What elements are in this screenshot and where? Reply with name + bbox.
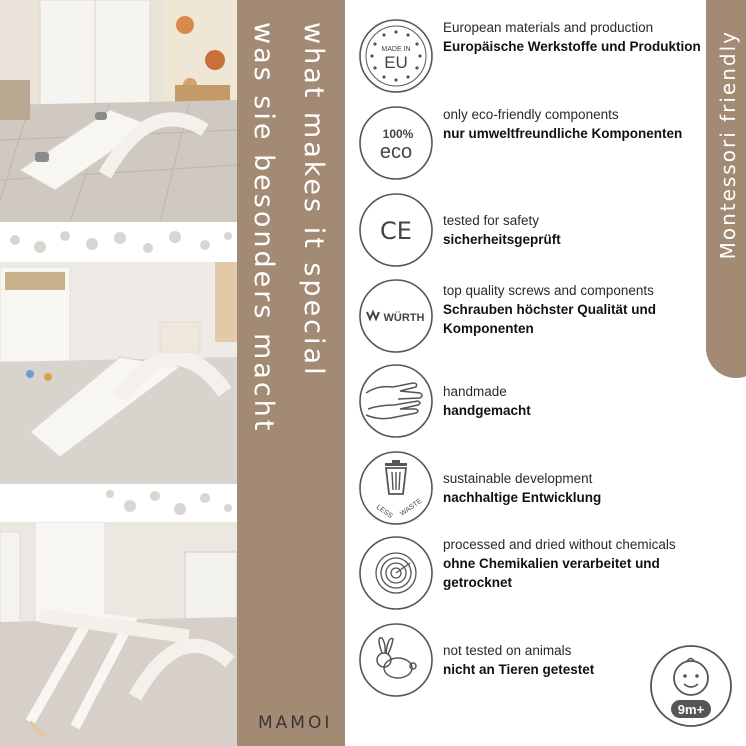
product-photo-3 (0, 522, 237, 746)
svg-text:100%: 100% (382, 127, 414, 141)
feature-safety (358, 192, 698, 270)
age-badge (649, 644, 733, 728)
feature-en: European materials and production (443, 20, 654, 35)
feature-en: tested for safety (443, 213, 540, 228)
feature-de: Europäische Werkstoffe und Produktion (443, 39, 701, 54)
feature-de: handgemacht (443, 403, 531, 418)
wood-log-icon (358, 535, 434, 611)
dots-divider-2 (0, 484, 237, 522)
feature-en: not tested on animals (443, 643, 572, 658)
brand-logo: MAMOI (258, 713, 333, 733)
feature-en: handmade (443, 384, 507, 399)
feature-en: processed and dried without chemicals (443, 537, 676, 552)
feature-en: top quality screws and components (443, 283, 654, 298)
svg-text:WÜRTH: WÜRTH (383, 312, 425, 324)
wurth-logo-icon (358, 278, 434, 354)
headline-english: what makes it special (298, 22, 329, 378)
svg-text:eco: eco (379, 141, 413, 163)
feature-de: nur umweltfreundliche Komponenten (443, 126, 683, 141)
feature-eco (358, 105, 698, 183)
feature-de: Schrauben höchster Qualität und Komponenten (443, 302, 657, 336)
feature-made-in-eu (358, 18, 701, 96)
eco-icon (358, 105, 434, 181)
feature-de: ohne Chemikalien verarbeitet und getrocknet (443, 556, 660, 590)
feature-de: nachhaltige Entwicklung (443, 490, 602, 505)
feature-cruelty-free (358, 622, 698, 700)
feature-en: sustainable development (443, 471, 593, 486)
feature-en: only eco-friendly components (443, 107, 619, 122)
svg-text:WASTE: WASTE (399, 497, 424, 518)
feature-de: nicht an Tieren getestet (443, 662, 595, 677)
dots-divider-1 (0, 222, 237, 262)
svg-text:9m+: 9m+ (677, 702, 705, 717)
rabbit-icon (358, 622, 434, 698)
product-photo-1 (0, 0, 237, 222)
made-in-eu-icon (358, 18, 434, 94)
headline-german: was sie besonders macht (248, 22, 279, 434)
feature-wurth (358, 278, 698, 356)
montessori-label: Montessori friendly (716, 30, 740, 260)
feature-handmade (358, 363, 698, 441)
svg-text:LESS: LESS (374, 503, 394, 520)
feature-no-chemicals (358, 535, 698, 613)
product-photo-2 (0, 262, 237, 484)
trash-bin-icon (358, 450, 434, 526)
svg-text:MADE IN: MADE IN (381, 46, 411, 53)
feature-de: sicherheitsgeprüft (443, 232, 561, 247)
svg-text:CE: CE (380, 217, 412, 245)
svg-text:EU: EU (384, 53, 408, 72)
ce-mark-icon (358, 192, 434, 268)
hands-icon (358, 363, 434, 439)
feature-sustainable (358, 450, 698, 528)
